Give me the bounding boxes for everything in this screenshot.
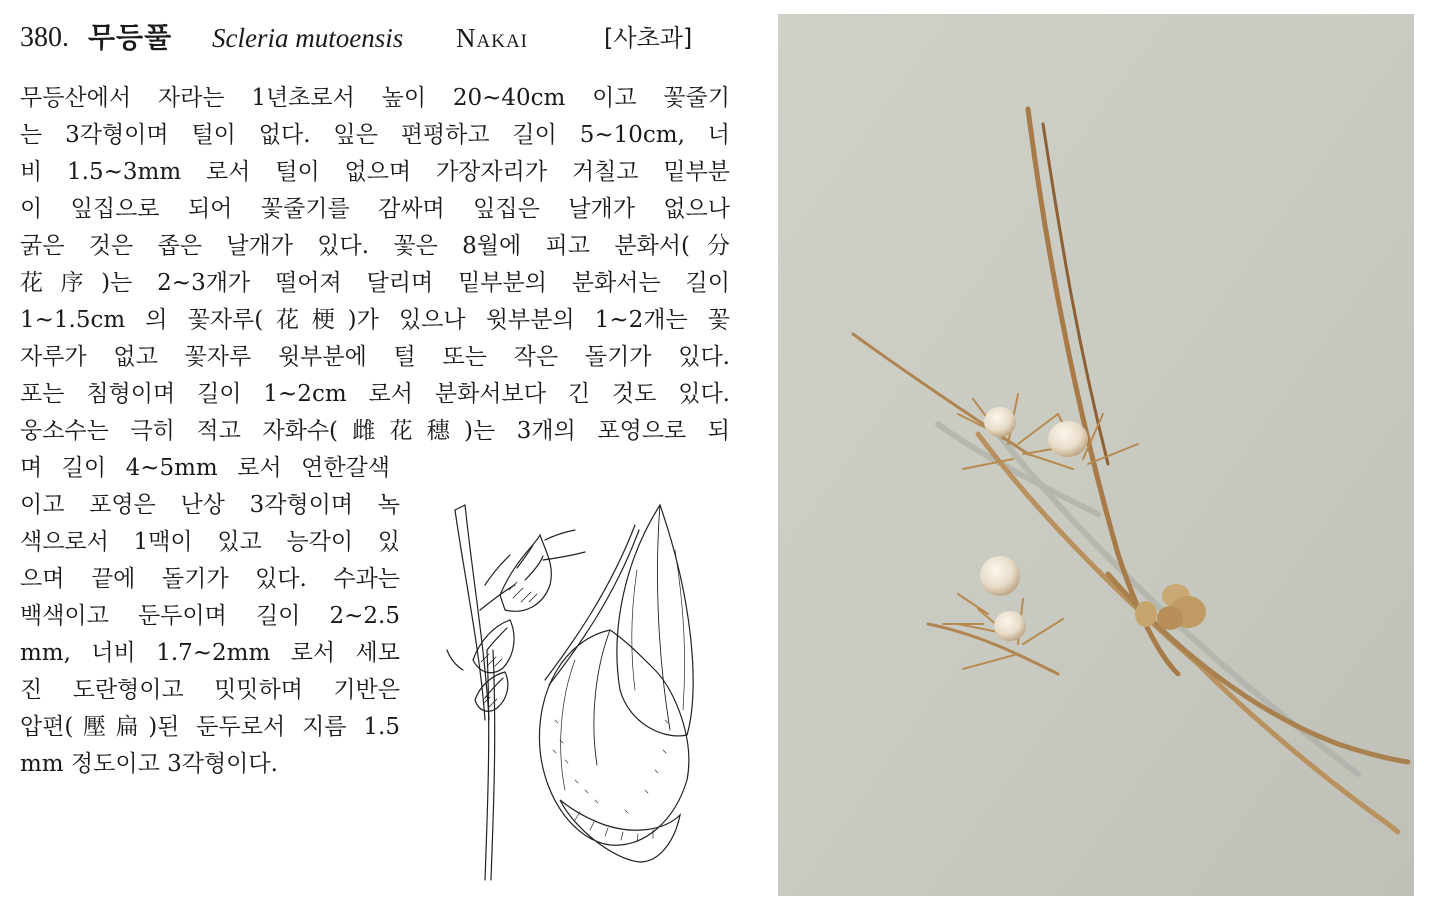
- text-line: 이 잎집으로 되어 꽃줄기를 감싸며 잎집은 날개가 없으나: [20, 196, 730, 222]
- text-line: 며 길이 4~5mm 로서 연한갈색: [20, 455, 390, 481]
- text-line: mm, 너비 1.7~2mm 로서 세모: [20, 640, 400, 666]
- text-line: 진 도란형이고 밋밋하며 기반은: [20, 677, 400, 703]
- text-line: 웅소수는 극히 적고 자화수(雌花穗)는 3개의 포영으로 되: [20, 418, 730, 444]
- text-line: 굵은 것은 좁은 날개가 있다. 꽃은 8월에 피고 분화서(分: [20, 233, 730, 259]
- specimen-photo: [778, 14, 1414, 896]
- text-line: mm 정도이고 3각형이다.: [20, 751, 278, 777]
- text-line: 비 1.5~3mm 로서 털이 없으며 가장자리가 거칠고 밑부분: [20, 159, 730, 185]
- text-line: 백색이고 둔두이며 길이 2~2.5: [20, 603, 400, 629]
- text-line: 자루가 없고 꽃자루 윗부분에 털 또는 작은 돌기가 있다.: [20, 344, 730, 370]
- text-line: 花序)는 2~3개가 떨어져 달리며 밑부분의 분화서는 길이: [20, 270, 730, 296]
- text-line: 으며 끝에 돌기가 있다. 수과는: [20, 566, 400, 592]
- author-name: Nakai: [456, 23, 528, 53]
- text-line: 무등산에서 자라는 1년초로서 높이 20~40cm 이고 꽃줄기: [20, 85, 730, 111]
- text-line: 색으로서 1맥이 있고 능각이 있: [20, 529, 400, 555]
- text-line: 압편(壓扁)된 둔두로서 지름 1.5: [20, 714, 400, 740]
- text-line: 포는 침형이며 길이 1~2cm 로서 분화서보다 긴 것도 있다.: [20, 381, 730, 407]
- text-line: 는 3각형이며 털이 없다. 잎은 편평하고 길이 5~10cm, 너: [20, 122, 730, 148]
- korean-name: 무등풀: [88, 21, 173, 54]
- family-name: [사초과]: [604, 24, 693, 52]
- entry-number: 380.: [20, 22, 69, 53]
- scientific-name: Scleria mutoensis: [212, 23, 404, 53]
- text-line: 1~1.5cm 의 꽃자루(花梗)가 있으나 윗부분의 1~2개는 꽃: [20, 307, 730, 333]
- text-line: 이고 포영은 난상 3각형이며 녹: [20, 492, 400, 518]
- botanical-illustration: [425, 490, 715, 885]
- entry-header: [20, 18, 720, 58]
